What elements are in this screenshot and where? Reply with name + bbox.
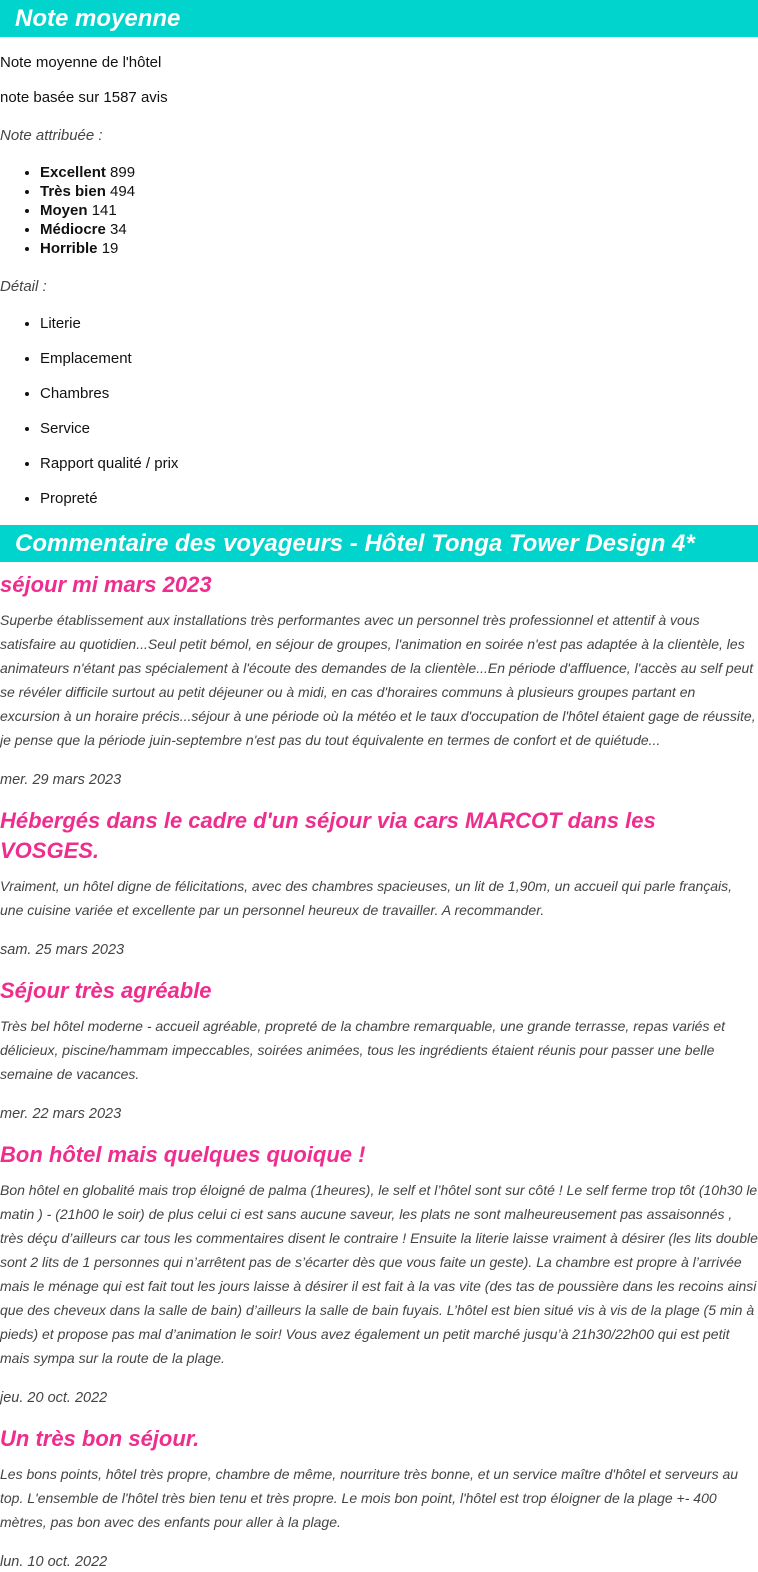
- rating-label: Très bien: [40, 183, 106, 200]
- detail-item-service: • Service: [40, 420, 758, 438]
- review-title: Bon hôtel mais quelques quoique !: [0, 1142, 366, 1167]
- rating-count: 19: [101, 240, 119, 257]
- review-title: Un très bon séjour.: [0, 1426, 200, 1451]
- review-date: sam. 25 mars 2023: [0, 942, 125, 958]
- review-text: Superbe établissement aux installations très performantes avec un personnel très professionnel et attentif à vous satisfaire au quotidien...Seul petit bémol, en séjour de groupes, l'animation en soirée n'est pas adaptée à la clientèle, les animateurs n'étant pas spécialement à l'écoute des demandes de la clientèle...En période d'affluence, l'accès au self peut se révéler difficile surtout au petit déjeuner ou à midi, en cas d'horaires communs à plusieurs groupes partant en excursion à un horaire précis...séjour à une période où la météo et le taux d'occupation de l'hôtel étaient gage de réussite, je pense que la période juin-septembre n'est pas du tout équivalente en termes de confort et de quiétude...: [0, 612, 756, 748]
- review-text: Vraiment, un hôtel digne de félicitations, avec des chambres spacieuses, un lit de 1,90m, un accueil qui parle français, une cuisine variée et excellente par un personnel heureux de travailler. A recommander.: [0, 878, 733, 918]
- rating-header: Note moyenne: [0, 0, 758, 37]
- rating-label: Horrible: [40, 240, 98, 257]
- rating-item: [40, 220, 758, 239]
- rating-label: Médiocre: [40, 221, 106, 238]
- review-text: Les bons points, hôtel très propre, chambre de même, nourriture très bonne, et un service maître d'hôtel et serveurs au top. L'ensemble de l'hôtel très bien tenu et très propre. Le mois bon point, l'hôtel est trop éloigner de la plage +- 400 mètres, pas bon avec des enfants pour aller à la plage.: [0, 1466, 739, 1530]
- detail-item-emplacement: • Emplacement: [40, 350, 758, 368]
- review-text: Bon hôtel en globalité mais trop éloigné de palma (1heures), le self et l’hôtel sont sur côté ! Le self ferme trop tôt (10h30 le matin ) - (21h00 le soir) de plus celui ci est sans aucune saveur, les plats ne sont malheureusement pas assaisonnés , très déçu d’ailleurs car tous les commentaires disent le contraire ! Ensuite la literie laisse vraiment à désirer (les lits double sont 2 lits de 1 personnes qui n’arrêtent pas de s’écarter dès que vous faite un geste). La chambre est propre à l’arrivée mais le ménage qui est fait tout les jours laisse à désirer il est fait à la vas vite (des tas de poussière dans les recoins ainsi que des cheveux dans la salle de bain) d’ailleurs la salle de bain fuyais. L’hôtel est bien situé vis à vis de la plage (5 min à pieds) et propose pas mal d’animation le soir! Vous avez également un petit marché jusqu’à 21h30/22h00 qui est petit mais sympa sur la route de la plage.: [0, 1182, 758, 1366]
- review: [0, 976, 758, 1124]
- comments-header: Commentaire des voyageurs - Hôtel Tonga Tower Design 4*: [0, 525, 758, 562]
- detail-item-proprete: • Propreté: [40, 490, 758, 508]
- detail-list: [0, 315, 758, 508]
- rating-label: Moyen: [40, 202, 88, 219]
- attributed-rating-label: Note attribuée :: [0, 127, 103, 144]
- review-title: séjour mi mars 2023: [0, 572, 212, 597]
- rating-item: [40, 163, 758, 182]
- rating-count: 141: [91, 202, 117, 219]
- review: [0, 570, 758, 790]
- review: [0, 806, 758, 960]
- rating-item: [40, 239, 758, 258]
- detail-item-literie: • Literie: [40, 315, 758, 333]
- rating-label: Excellent: [40, 164, 106, 181]
- detail-item-rapport-qualite-prix: • Rapport qualité / prix: [40, 455, 758, 473]
- review-date: lun. 10 oct. 2022: [0, 1554, 108, 1570]
- review-date: jeu. 20 oct. 2022: [0, 1390, 108, 1406]
- review-title: Séjour très agréable: [0, 978, 212, 1003]
- review-date: mer. 29 mars 2023: [0, 772, 122, 788]
- rating-count: 899: [110, 164, 136, 181]
- rating-count: 494: [110, 183, 136, 200]
- rating-item: [40, 201, 758, 220]
- rating-breakdown-list: [0, 163, 758, 258]
- review: [0, 1424, 758, 1572]
- rating-count: 34: [110, 221, 127, 238]
- detail-label: Détail :: [0, 278, 47, 295]
- review: [0, 1140, 758, 1408]
- reviews-count-text: note basée sur 1587 avis: [0, 89, 168, 106]
- review-text: Très bel hôtel moderne - accueil agréable, propreté de la chambre remarquable, une grande terrasse, repas variés et délicieux, piscine/hammam impeccables, soirées animées, tous les ingrédients étaient réunis pour passer une belle semaine de vacances.: [0, 1018, 726, 1082]
- rating-item: [40, 182, 758, 201]
- average-rating-label: Note moyenne de l'hôtel: [0, 54, 162, 71]
- review-title: Hébergés dans le cadre d'un séjour via cars MARCOT dans les VOSGES.: [0, 808, 656, 863]
- detail-item-chambres: • Chambres: [40, 385, 758, 403]
- review-date: mer. 22 mars 2023: [0, 1106, 122, 1122]
